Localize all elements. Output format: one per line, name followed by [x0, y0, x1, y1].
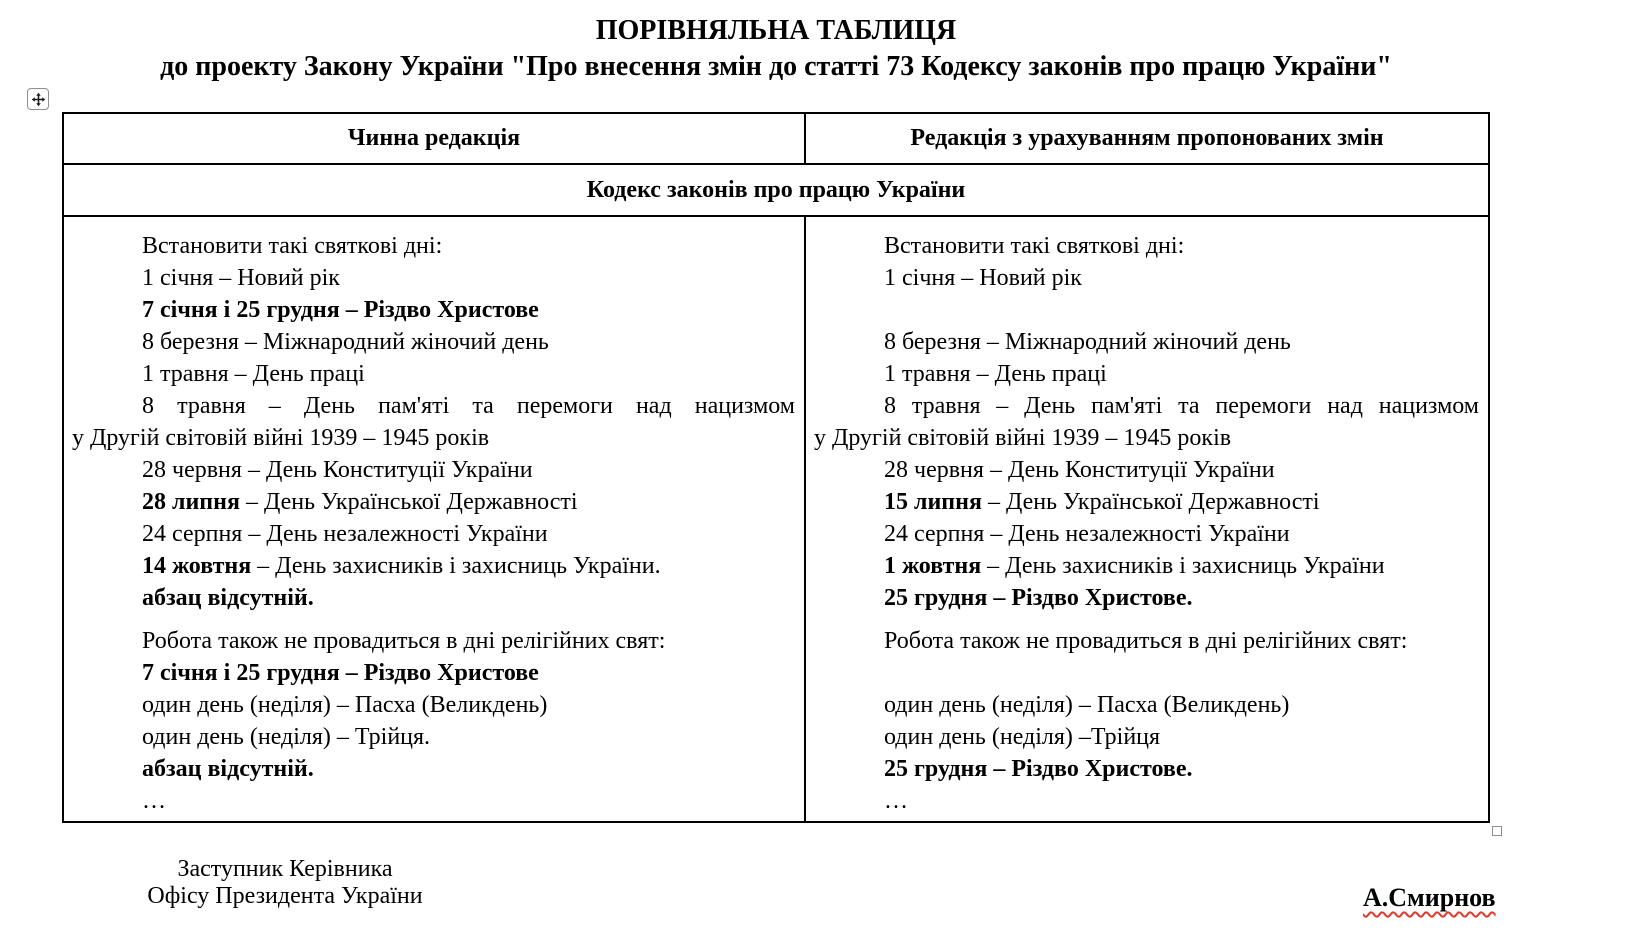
paragraph — [814, 390, 1479, 454]
paragraph: Встановити такі святкові дні: — [142, 233, 443, 259]
comparison-table — [62, 112, 1490, 823]
paragraph: Робота також не провадиться в дні релігійних свят: — [142, 628, 666, 654]
signature-name: А.Смирнов — [1363, 883, 1496, 912]
paragraph: 28 червня – День Конституції України — [884, 457, 1275, 483]
signature-role-line1: Заступник Керівника — [177, 856, 393, 882]
paragraph: абзац відсутній. — [142, 585, 314, 611]
paragraph: Встановити такі святкові дні: — [884, 233, 1185, 259]
paragraph: 25 грудня – Різдво Христове. — [884, 585, 1193, 611]
paragraph: 15 липня – День Української Державності — [884, 489, 1320, 515]
table-section-title: Кодекс законів про працю України — [64, 165, 1488, 217]
paragraph-line: 8 травня – День пам'яті та перемоги над нацизмом — [142, 393, 795, 419]
paragraph — [72, 390, 795, 454]
table-resize-handle[interactable] — [1492, 826, 1502, 836]
table-move-handle[interactable] — [27, 88, 49, 110]
paragraph: один день (неділя) – Пасха (Великдень) — [884, 692, 1290, 718]
paragraph: 24 серпня – День незалежності України — [142, 521, 548, 547]
paragraph: 24 серпня – День незалежності України — [884, 521, 1290, 547]
column-header-proposed-version: Редакція з урахуванням пропонованих змін — [910, 125, 1384, 151]
signature-role-line2: Офісу Президента України — [147, 883, 423, 909]
paragraph: 1 січня – Новий рік — [142, 265, 340, 291]
paragraph: 14 жовтня – День захисників і захисниць України. — [142, 553, 661, 579]
paragraph: 7 січня і 25 грудня – Різдво Христове — [142, 297, 539, 323]
paragraph: один день (неділя) – Трійця. — [142, 724, 431, 750]
column-header-current-version: Чинна редакція — [64, 114, 806, 163]
paragraph: абзац відсутній. — [142, 756, 314, 782]
paragraph: 8 березня – Міжнародний жіночий день — [884, 329, 1291, 355]
paragraph: Робота також не провадиться в дні релігійних свят: — [884, 628, 1408, 654]
table-header-row — [64, 114, 1488, 165]
paragraph: 28 червня – День Конституції України — [142, 457, 533, 483]
move-arrows-icon — [31, 92, 46, 107]
paragraph-line: 8 травня – День пам'яті та перемоги над нацизмом — [884, 393, 1479, 419]
paragraph-line: у Другій світовій війні 1939 – 1945 років — [814, 425, 1232, 451]
table-body-row — [64, 217, 1488, 821]
paragraph — [814, 294, 1479, 326]
paragraph: один день (неділя) – Пасха (Великдень) — [142, 692, 548, 718]
signature-role — [135, 856, 435, 910]
paragraph — [814, 657, 1479, 689]
paragraph: 7 січня і 25 грудня – Різдво Христове — [142, 660, 539, 686]
paragraph: … — [884, 788, 908, 814]
paragraph: 1 травня – День праці — [884, 361, 1107, 387]
paragraph: 1 жовтня – День захисників і захисниць України — [884, 553, 1385, 579]
paragraph: 1 травня – День праці — [142, 361, 365, 387]
document-title: ПОРІВНЯЛЬНА ТАБЛИЦЯ — [595, 15, 957, 46]
paragraph-line: у Другій світовій війні 1939 – 1945 років — [72, 425, 490, 451]
paragraph: 1 січня – Новий рік — [884, 265, 1082, 291]
paragraph: 28 липня – День Української Державності — [142, 489, 578, 515]
paragraph: 8 березня – Міжнародний жіночий день — [142, 329, 549, 355]
current-version-cell — [64, 217, 806, 821]
document-subtitle: до проекту Закону України "Про внесення змін до статті 73 Кодексу законів про працю України" — [160, 51, 1392, 82]
paragraph: один день (неділя) –Трійця — [884, 724, 1161, 750]
paragraph: … — [142, 788, 166, 814]
proposed-version-cell — [806, 217, 1488, 821]
paragraph: 25 грудня – Різдво Христове. — [884, 756, 1193, 782]
